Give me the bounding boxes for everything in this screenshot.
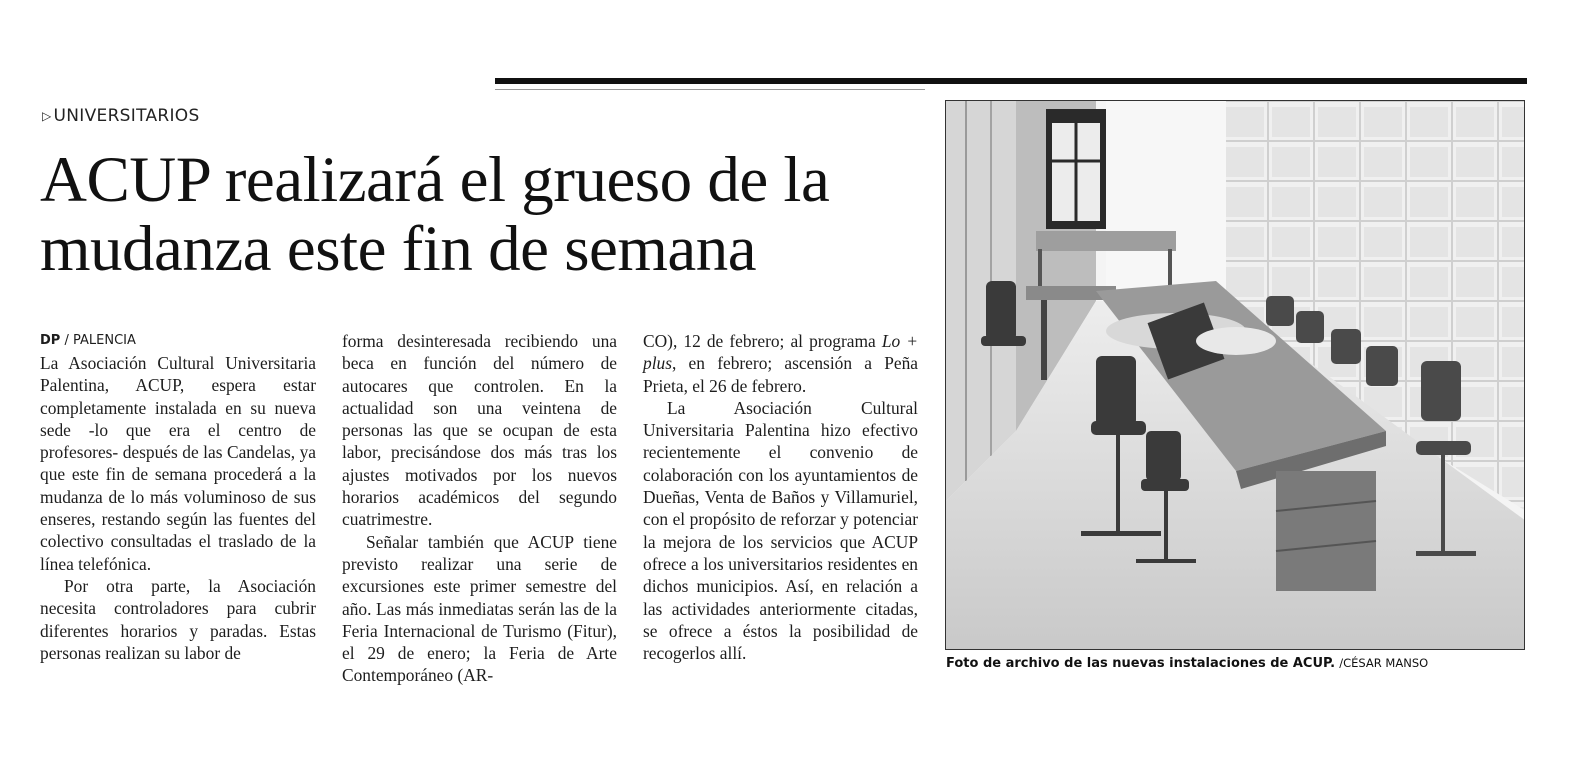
section-text: UNIVERSITARIOS [53, 106, 200, 126]
article-column-2 [342, 330, 617, 687]
photo-credit: /CÉSAR MANSO [1339, 656, 1429, 670]
paragraph: La Asociación Cultural Universitaria Palentina hizo efectivo recientemente el convenio de colaboración con los ayuntamientos de Dueñas, Venta de Baños y Villamuriel, con el propósito de reforzar y potenciar la mejora de los servicios que ACUP ofrece a los universitarios residentes en dichos municipios. Así, en relación a las actividades anteriormente citadas, se ofrece a éstos la posibilidad de recogerlos allí. [643, 397, 918, 664]
byline: DP / PALENCIA [40, 333, 136, 348]
byline-agency: DP [40, 333, 61, 348]
headline: ACUP realizará el grueso de la mudanza este fin de semana [40, 144, 830, 285]
paragraph: Por otra parte, la Asociación necesita controladores para cubrir diferentes horarios y paradas. Estas personas realizan su labor de [40, 575, 316, 663]
section-label [42, 106, 200, 126]
byline-location: PALENCIA [72, 333, 136, 348]
office-room-photo [945, 100, 1525, 650]
header-rule [495, 78, 1527, 84]
office-room-photo-graphic [946, 101, 1525, 650]
paragraph-text: CO), 12 de febrero; al programa [643, 331, 882, 351]
paragraph: Señalar también que ACUP tiene previsto realizar una serie de excursiones este primer semestre del año. Las más inmediatas serán las de la Feria Internacional de Turismo (Fitur), el 29 de enero; la Feria de Arte Contemporáneo (AR- [342, 531, 617, 686]
caption-text: Foto de archivo de las nuevas instalaciones de ACUP. [946, 656, 1336, 671]
article-column-1 [40, 330, 316, 664]
paragraph-text: , en febrero; ascensión a Peña Prieta, el 26 de febrero. [643, 353, 918, 396]
paragraph: forma desinteresada recibiendo una beca en función del número de autocares que controlen. En la actualidad son una veintena de personas las que se ocupan de esta labor, precisándose dos más tras los ajustes motivados por los nuevos horarios académicos del segundo cuatrimestre. [342, 331, 617, 530]
article-column-3 [643, 330, 918, 664]
paragraph: La Asociación Cultural Universitaria Palentina, ACUP, espera estar completamente instalada en su nueva sede -lo que era el centro de profesores- después de las Candelas, ya que este fin de semana procederá a la mudanza de lo más voluminoso de sus enseres, restando según las fuentes del colectivo consultadas el traslado de la línea telefónica. [40, 353, 316, 574]
paragraph [643, 330, 918, 397]
program-name: Lo + plus [643, 331, 918, 374]
header-rule-thin [495, 89, 925, 90]
triangle-icon: ▷ [42, 109, 52, 123]
photo-caption [946, 656, 1428, 671]
